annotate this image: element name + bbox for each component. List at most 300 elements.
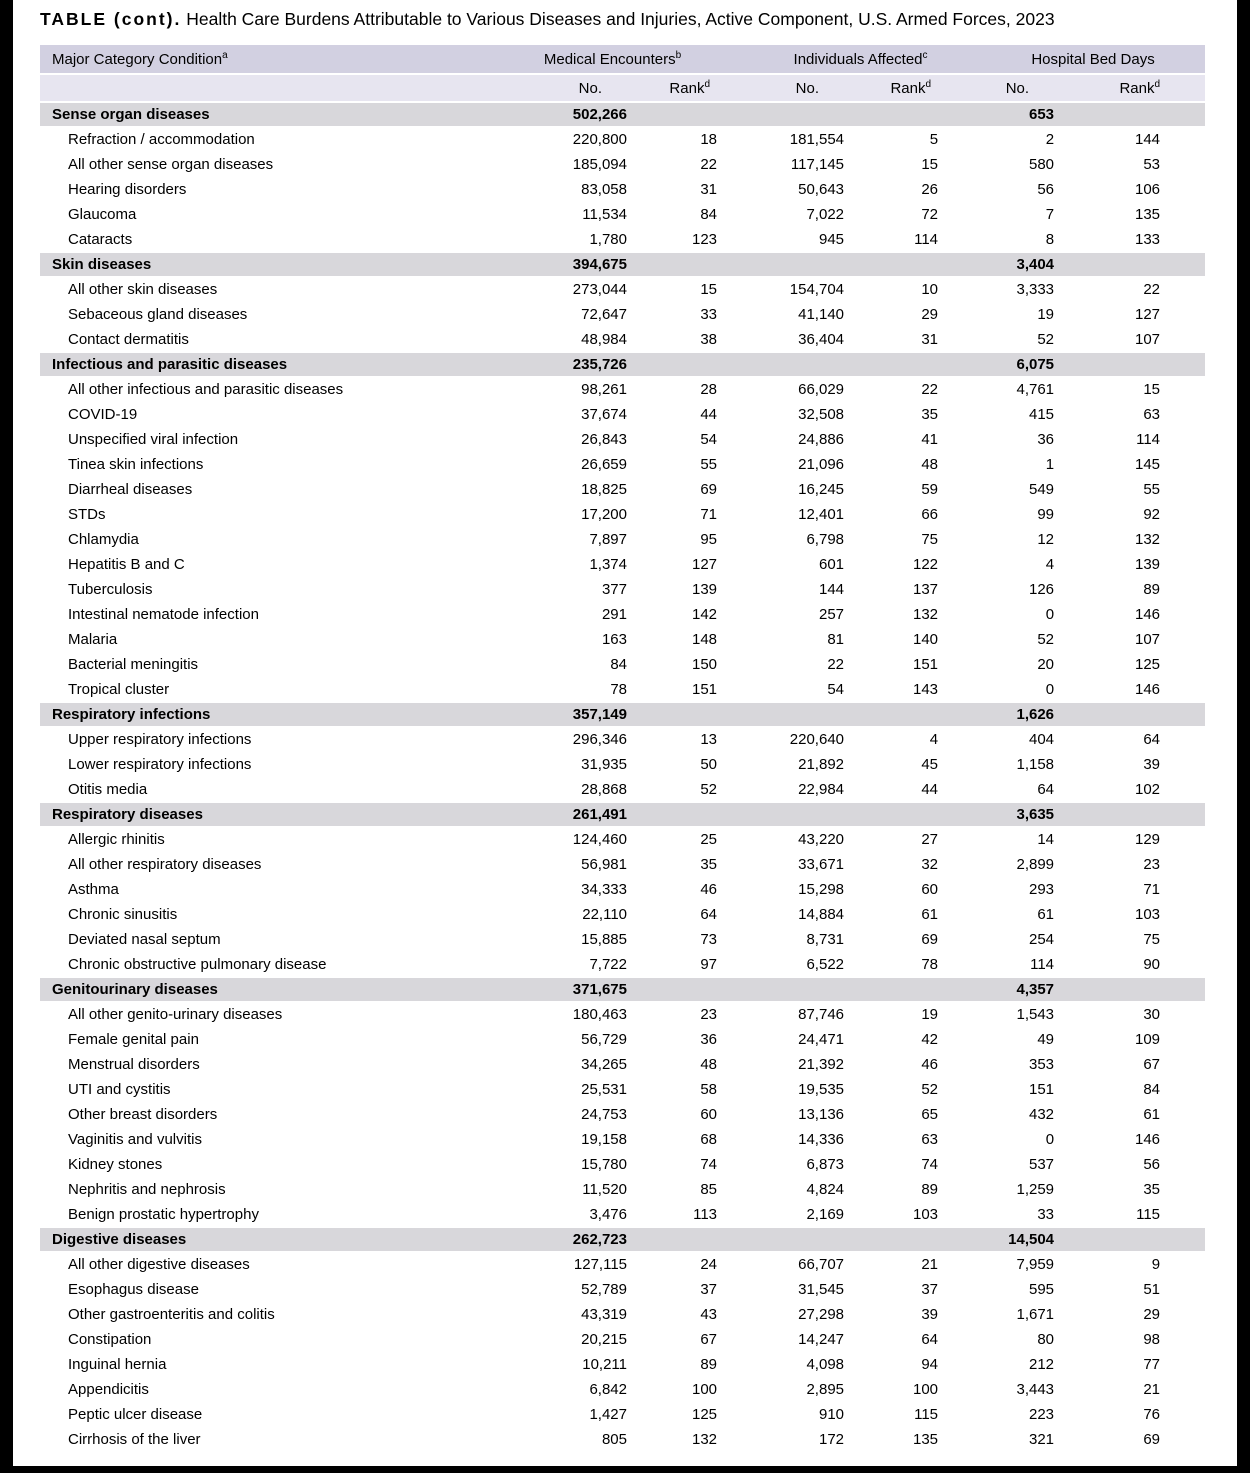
medical-encounters-no: 11,534 [582,206,627,223]
medical-encounters-no: 24,753 [581,1106,627,1123]
condition-cell: Peptic ulcer disease [68,1406,203,1423]
medical-encounters-rank: 64 [700,906,718,923]
individuals-affected-no: 24,886 [798,431,845,448]
condition-cell: Otitis media [68,781,148,798]
individuals-affected-rank: 31 [921,331,939,348]
table-row [40,1077,1205,1102]
medical-encounters-rank: 37 [700,1281,718,1298]
hospital-bed-days-no: 3,333 [1016,281,1055,298]
hospital-bed-days-rank: 30 [1143,1006,1161,1023]
individuals-affected-no: 14,884 [798,906,845,923]
medical-encounters-rank: 113 [693,1206,718,1223]
medical-encounters-rank: 100 [691,1381,718,1398]
individuals-affected-rank: 59 [921,481,939,498]
medical-encounters-rank: 38 [700,331,718,348]
condition-cell: All other infectious and parasitic diseases [68,381,344,398]
medical-encounters-rank: 24 [700,1256,718,1273]
individuals-affected-no: 66,707 [798,1256,845,1273]
footnote-marker-d: d [925,78,932,90]
individuals-affected-no: 36,404 [798,331,845,348]
medical-encounters-no: 34,265 [581,1056,627,1073]
medical-encounters-no: 6,842 [589,1381,627,1398]
hospital-bed-days-rank: 92 [1143,506,1161,523]
footnote-marker-d: d [704,78,711,90]
hospital-bed-days-rank: 21 [1143,1381,1161,1398]
table-row [40,177,1205,202]
condition-cell: Cirrhosis of the liver [68,1431,201,1448]
medical-encounters-rank: 151 [691,681,718,698]
medical-encounters-rank: 44 [700,406,718,423]
hospital-bed-days-no: 0 [1045,1131,1055,1148]
hospital-bed-days-rank: 89 [1143,581,1161,598]
medical-encounters-no: 19,158 [581,1131,627,1148]
condition-cell: COVID-19 [68,406,138,423]
individuals-affected-rank: 60 [921,881,939,898]
category-row [40,1228,1205,1252]
medical-encounters-rank [630,253,720,277]
medical-encounters-no: 180,463 [572,1006,627,1023]
table-row [40,1377,1205,1402]
hospital-bed-days-no: 1,671 [1016,1306,1055,1323]
hospital-bed-days-rank: 125 [1135,656,1161,673]
hospital-bed-days-rank: 67 [1143,1056,1161,1073]
medical-encounters-rank: 139 [691,581,718,598]
condition-cell: Vaginitis and vulvitis [68,1131,202,1148]
medical-encounters-no: 1,427 [589,1406,627,1423]
individuals-affected-rank: 103 [913,1206,939,1223]
hospital-bed-days-no: 404 [1029,731,1055,748]
hospital-bed-days-no: 2 [1045,131,1055,148]
individuals-affected-rank: 4 [929,731,939,748]
hospital-bed-days-no: 36 [1037,431,1055,448]
individuals-affected-no: 19,535 [798,1081,845,1098]
table-row [40,1427,1205,1452]
individuals-affected-no: 7,022 [806,206,845,223]
medical-encounters-rank [630,102,720,127]
table-row [40,1277,1205,1302]
medical-encounters-rank [630,1228,720,1252]
footnote-marker-c: c [922,49,928,61]
medical-encounters-no: 1,780 [589,231,627,248]
hospital-bed-days-no: 415 [1029,406,1055,423]
hospital-bed-days-rank: 144 [1135,131,1161,148]
individuals-affected-no: 21,892 [798,756,845,773]
individuals-affected-no: 144 [818,581,845,598]
condition-cell: Other breast disorders [68,1106,218,1123]
individuals-affected-rank: 15 [921,156,939,173]
medical-encounters-no: 98,261 [581,381,627,398]
medical-encounters-rank: 31 [700,181,718,198]
individuals-affected-rank: 140 [913,631,939,648]
medical-encounters-no: 15,885 [581,931,627,948]
table-row [40,1177,1205,1202]
category-row [40,978,1205,1002]
table-row [40,877,1205,902]
hospital-bed-days-no: 212 [1029,1356,1055,1373]
table-row [40,302,1205,327]
medical-encounters-rank [630,803,720,827]
hospital-bed-days-no: 1 [1045,456,1055,473]
individuals-affected-no: 6,873 [806,1156,845,1173]
table-row [40,1027,1205,1052]
medical-encounters-no: 28,868 [581,781,627,798]
condition-cell: Deviated nasal septum [68,931,221,948]
hospital-bed-days-no: 56 [1037,181,1055,198]
condition-cell: Inguinal hernia [68,1356,167,1373]
individuals-affected-group-header: Individuals Affected$^c$ [720,45,941,74]
hospital-bed-days-no: 4 [1045,556,1055,573]
hospital-bed-days-no: 20 [1037,656,1055,673]
individuals-affected-rank: 42 [921,1031,939,1048]
hospital-bed-days-rank [1057,1228,1205,1252]
medical-encounters-rank: 84 [700,206,718,223]
hospital-bed-days-rank [1057,978,1205,1002]
condition-cell: Esophagus disease [68,1281,199,1298]
medical-encounters-rank: 55 [700,456,718,473]
hospital-bed-days-no: 80 [1037,1331,1055,1348]
condition-cell: Lower respiratory infections [68,756,252,773]
individuals-affected-rank: 137 [913,581,939,598]
table-row [40,1152,1205,1177]
hospital-bed-days-rank: 39 [1143,756,1161,773]
table-row [40,1352,1205,1377]
medical-encounters-no: 163 [601,631,627,648]
individuals-affected-no: 41,140 [798,306,845,323]
table-row [40,1002,1205,1028]
medical-encounters-no: 48,984 [581,331,627,348]
individuals-affected-no [720,1228,847,1252]
hospital-bed-days-no: 3,404 [941,253,1057,277]
hospital-bed-days-no: 549 [1029,481,1055,498]
individuals-affected-no: 15,298 [798,881,845,898]
medical-encounters-no: 56,981 [581,856,627,873]
page-border-bottom [0,1466,1250,1473]
individuals-affected-rank: 66 [921,506,939,523]
individuals-affected-no [720,353,847,377]
table-row [40,852,1205,877]
individuals-affected-rank: 44 [921,781,939,798]
hospital-bed-days-rank: 56 [1143,1156,1161,1173]
medical-encounters-no: 124,460 [572,831,627,848]
medical-encounters-rank: 67 [700,1331,718,1348]
individuals-affected-rank [847,978,941,1002]
table-title-tag: TABLE (cont). [40,9,182,29]
hospital-bed-days-rank: 75 [1143,931,1161,948]
medical-encounters-rank: 95 [700,531,718,548]
hospital-bed-days-no: 1,543 [1016,1006,1055,1023]
hospital-bed-days-rank: 103 [1135,906,1161,923]
individuals-affected-no: 172 [818,1431,845,1448]
condition-cell: Respiratory infections [40,703,505,727]
individuals-affected-no [720,978,847,1002]
medical-encounters-rank: 48 [700,1056,718,1073]
medical-encounters-no: 3,476 [589,1206,627,1223]
table-row [40,527,1205,552]
condition-subheader-spacer [40,74,505,102]
condition-cell: Tropical cluster [68,681,170,698]
medical-encounters-rank: 33 [700,306,718,323]
medical-encounters-rank: 74 [700,1156,718,1173]
medical-encounters-rank: 18 [700,131,718,148]
individuals-affected-rank: 75 [921,531,939,548]
ia-no-header: No. [720,74,847,102]
individuals-affected-rank: 61 [921,906,939,923]
medical-encounters-no: 72,647 [581,306,627,323]
medical-encounters-no: 11,520 [582,1181,627,1198]
hospital-bed-days-rank: 139 [1135,556,1161,573]
medical-encounters-rank: 28 [700,381,718,398]
hospital-bed-days-no: 353 [1029,1056,1055,1073]
table-row [40,452,1205,477]
hospital-bed-days-rank: 129 [1135,831,1161,848]
health-burden-table [40,45,1205,1452]
table-row [40,727,1205,753]
category-row [40,353,1205,377]
condition-cell: Female genital pain [68,1031,199,1048]
individuals-affected-no: 22 [827,656,845,673]
individuals-affected-no: 117,145 [790,156,845,173]
condition-cell: All other sense organ diseases [68,156,274,173]
individuals-affected-rank: 100 [913,1381,939,1398]
condition-cell: Respiratory diseases [40,803,505,827]
individuals-affected-rank: 35 [921,406,939,423]
hospital-bed-days-rank: 107 [1135,631,1161,648]
hospital-bed-days-no: 14,504 [941,1228,1057,1252]
medical-encounters-rank: 35 [700,856,718,873]
individuals-affected-no: 945 [818,231,845,248]
hospital-bed-days-rank: 98 [1143,1331,1161,1348]
table-row [40,427,1205,452]
individuals-affected-rank: 132 [913,606,939,623]
medical-encounters-no: 805 [601,1431,627,1448]
hospital-bed-days-rank [1057,803,1205,827]
hospital-bed-days-rank: 29 [1143,1306,1161,1323]
hospital-bed-days-no: 7 [1045,206,1055,223]
hospital-bed-days-no: 0 [1045,681,1055,698]
medical-encounters-rank: 125 [691,1406,718,1423]
individuals-affected-no: 8,731 [806,931,845,948]
footnote-marker-d: d [1154,78,1161,90]
condition-cell: Unspecified viral infection [68,431,239,448]
table-row [40,652,1205,677]
individuals-affected-no: 2,169 [806,1206,845,1223]
hospital-bed-days-no: 151 [1029,1081,1055,1098]
hospital-bed-days-no: 1,259 [1016,1181,1055,1198]
hospital-bed-days-rank: 53 [1143,156,1161,173]
condition-cell: Other gastroenteritis and colitis [68,1306,275,1323]
condition-cell: Kidney stones [68,1156,163,1173]
individuals-affected-no: 66,029 [798,381,845,398]
condition-cell: Chronic obstructive pulmonary disease [68,956,327,973]
condition-cell: Chlamydia [68,531,139,548]
table-row [40,477,1205,502]
individuals-affected-rank [847,803,941,827]
individuals-affected-rank: 143 [913,681,939,698]
medical-encounters-rank: 73 [700,931,718,948]
category-row [40,803,1205,827]
medical-encounters-no: 52,789 [581,1281,627,1298]
condition-cell: Hearing disorders [68,181,187,198]
table-row [40,752,1205,777]
individuals-affected-rank: 26 [921,181,939,198]
individuals-affected-no: 14,336 [798,1131,845,1148]
hospital-bed-days-no: 64 [1037,781,1055,798]
individuals-affected-rank: 63 [921,1131,939,1148]
hospital-bed-days-rank: 76 [1143,1406,1161,1423]
medical-encounters-no: 84 [610,656,627,673]
condition-cell: All other digestive diseases [68,1256,250,1273]
individuals-affected-rank: 115 [914,1406,939,1423]
hospital-bed-days-no: 4,357 [941,978,1057,1002]
hospital-bed-days-no: 653 [941,102,1057,127]
condition-cell: Asthma [68,881,119,898]
page-border-left [0,0,13,1473]
individuals-affected-rank: 29 [921,306,939,323]
hospital-bed-days-no: 0 [1045,606,1055,623]
table-row [40,952,1205,978]
hospital-bed-days-rank: 55 [1143,481,1161,498]
medical-encounters-rank: 36 [700,1031,718,1048]
condition-cell: Contact dermatitis [68,331,189,348]
individuals-affected-rank: 41 [921,431,939,448]
medical-encounters-no: 261,491 [505,803,630,827]
medical-encounters-no: 26,659 [581,456,627,473]
medical-encounters-no: 17,200 [581,506,627,523]
table-row [40,677,1205,703]
medical-encounters-no: 34,333 [581,881,627,898]
condition-cell: Tinea skin infections [68,456,204,473]
medical-encounters-no: 127,115 [573,1256,627,1273]
medical-encounters-rank: 43 [700,1306,718,1323]
condition-cell: All other respiratory diseases [68,856,262,873]
individuals-affected-no: 14,247 [798,1331,845,1348]
hospital-bed-days-rank: 106 [1135,181,1161,198]
hospital-bed-days-no: 114 [1030,956,1055,973]
medical-encounters-no: 357,149 [505,703,630,727]
hbd-rank-header: Rank$^d$ [1057,74,1205,102]
hospital-bed-days-rank: 90 [1143,956,1161,973]
hospital-bed-days-rank: 102 [1135,781,1161,798]
hospital-bed-days-no: 126 [1029,581,1055,598]
hospital-bed-days-rank: 146 [1135,681,1161,698]
table-row [40,1102,1205,1127]
individuals-affected-no: 220,640 [789,731,845,748]
table-row [40,327,1205,353]
hospital-bed-days-rank: 51 [1143,1281,1161,1298]
hospital-bed-days-rank: 146 [1135,1131,1161,1148]
hospital-bed-days-rank: 107 [1135,331,1161,348]
medical-encounters-rank: 85 [700,1181,718,1198]
individuals-affected-rank: 89 [921,1181,939,1198]
individuals-affected-no: 43,220 [798,831,845,848]
table-row [40,577,1205,602]
condition-cell: Upper respiratory infections [68,731,252,748]
condition-cell: Digestive diseases [40,1228,505,1252]
individuals-affected-rank: 52 [921,1081,939,1098]
hospital-bed-days-no: 1,626 [941,703,1057,727]
medical-encounters-no: 22,110 [582,906,627,923]
hospital-bed-days-rank: 64 [1143,731,1161,748]
medical-encounters-no: 394,675 [505,253,630,277]
hospital-bed-days-no: 1,158 [1016,756,1055,773]
medical-encounters-no: 377 [601,581,627,598]
medical-encounters-rank: 50 [700,756,718,773]
table-row [40,402,1205,427]
medical-encounters-rank: 89 [700,1356,718,1373]
table-row [40,1327,1205,1352]
individuals-affected-rank: 69 [921,931,939,948]
hospital-bed-days-rank: 61 [1143,1106,1161,1123]
hospital-bed-days-rank: 146 [1135,606,1161,623]
condition-column-header: Major Category Condition$^a$ [40,45,505,74]
hospital-bed-days-no: 33 [1037,1206,1055,1223]
table-title-text: Health Care Burdens Attributable to Various Diseases and Injuries, Active Component, U.S. Armed Forces, 2023 [186,9,1055,29]
hospital-bed-days-rank: 132 [1135,531,1161,548]
condition-cell: Constipation [68,1331,152,1348]
individuals-affected-no: 6,798 [806,531,845,548]
condition-cell: Skin diseases [40,253,505,277]
table-row [40,202,1205,227]
condition-cell: All other genito-urinary diseases [68,1006,283,1023]
condition-cell: Benign prostatic hypertrophy [68,1206,259,1223]
individuals-affected-no: 13,136 [798,1106,845,1123]
medical-encounters-rank: 71 [700,506,718,523]
medical-encounters-rank: 25 [700,831,718,848]
category-row [40,253,1205,277]
condition-cell: UTI and cystitis [68,1081,171,1098]
individuals-affected-no [720,253,847,277]
medical-encounters-rank [630,978,720,1002]
medical-encounters-no: 15,780 [581,1156,627,1173]
medical-encounters-rank: 142 [691,606,718,623]
condition-cell: Appendicitis [68,1381,149,1398]
condition-cell: Cataracts [68,231,133,248]
hospital-bed-days-no: 580 [1029,156,1055,173]
table-row [40,1127,1205,1152]
individuals-affected-no: 601 [818,556,845,573]
condition-cell: Refraction / accommodation [68,131,255,148]
hospital-bed-days-rank: 69 [1143,1431,1161,1448]
table-row [40,127,1205,153]
hospital-bed-days-no: 432 [1029,1106,1055,1123]
individuals-affected-rank: 74 [921,1156,939,1173]
hospital-bed-days-rank [1057,253,1205,277]
individuals-affected-no: 181,554 [789,131,845,148]
individuals-affected-no: 87,746 [798,1006,845,1023]
medical-encounters-rank [630,703,720,727]
individuals-affected-rank: 135 [913,1431,939,1448]
hospital-bed-days-no: 595 [1029,1281,1055,1298]
hospital-bed-days-rank: 77 [1143,1356,1161,1373]
hospital-bed-days-rank: 115 [1136,1206,1161,1223]
individuals-affected-rank: 122 [913,556,939,573]
individuals-affected-rank: 45 [921,756,939,773]
medical-encounters-no: 220,800 [572,131,627,148]
condition-cell: Malaria [68,631,118,648]
medical-encounters-no: 185,094 [572,156,627,173]
individuals-affected-rank: 151 [913,656,939,673]
medical-encounters-rank: 69 [700,481,718,498]
individuals-affected-rank: 39 [921,1306,939,1323]
individuals-affected-no: 54 [827,681,845,698]
hospital-bed-days-rank: 23 [1143,856,1161,873]
individuals-affected-no: 50,643 [798,181,845,198]
table-row [40,1302,1205,1327]
individuals-affected-rank: 19 [921,1006,939,1023]
medical-encounters-group-header: Medical Encounters$^b$ [505,45,720,74]
header-row-groups [40,45,1205,74]
individuals-affected-rank: 32 [921,856,939,873]
